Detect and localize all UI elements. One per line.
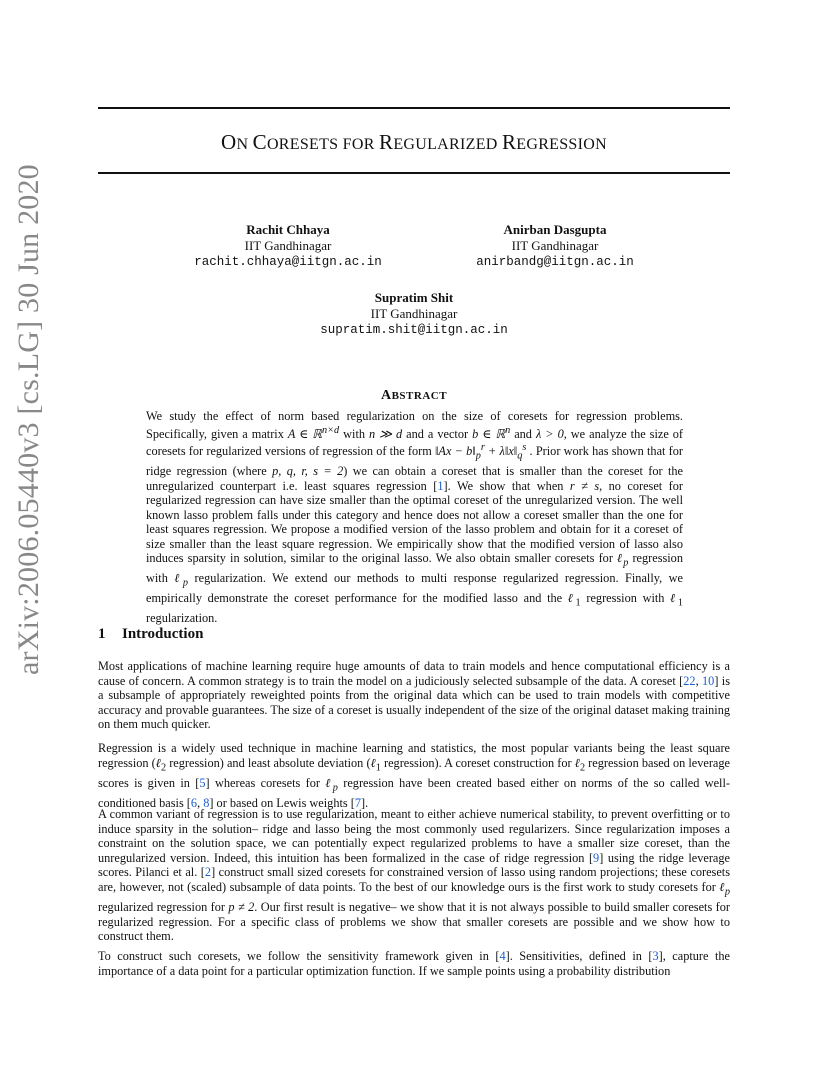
- citation-link[interactable]: 3: [652, 949, 659, 963]
- author-email[interactable]: anirbandg@iitgn.ac.in: [476, 255, 634, 269]
- author-affiliation: IIT Gandhinagar: [370, 306, 458, 321]
- author-name: Rachit Chhaya: [246, 222, 330, 237]
- intro-paragraph-4: To construct such coresets, we follow the sensitivity framework given in [4]. Sensitivities, defined in [3], capture the importance of a data point for a particular optimization function. If we sample points using a probability distribution: [98, 949, 730, 978]
- section-heading-introduction: [98, 626, 203, 643]
- citation-link[interactable]: 8: [203, 795, 210, 810]
- title-rule-top: [98, 107, 730, 109]
- section-title: Introduction: [122, 626, 204, 642]
- citation-link[interactable]: 1: [437, 478, 444, 493]
- intro-paragraph-3: A common variant of regression is to use regularization, meant to either achieve numerical stability, to prevent overfitting or to induce sparsity in the solution– ridge and lasso being the most commonly used regularizers. Since regularization imposes a constraint on the solution space, we can potentially expect regularized problems to have a smaller size coreset, than the unregularized version. Indeed, this intuition has been formalized in the case of ridge regression [9] using the ridge leverage scores. Pilanci et al. [2] construct small sized coresets for constrained version of lasso using random projections; these coresets are, however, not (scaled) subsample of data points. To the best of our knowledge ours is the first work to study coresets for ℓ$_p$ regularized regression for p ≠ 2. Our first result is negative– we show that it is not always possible to build smaller coresets for regularized regression. For a specific class of problems we show that smaller coresets are possible and we show how to construct them.: [98, 807, 731, 944]
- citation-link[interactable]: 9: [593, 850, 600, 865]
- paper-title: ON CORESETS FOR REGULARIZED REGRESSION: [221, 130, 607, 154]
- author-name: Anirban Dasgupta: [503, 222, 607, 237]
- author-affiliation: IIT Gandhinagar: [244, 238, 332, 253]
- citation-link[interactable]: 6: [190, 795, 198, 810]
- arxiv-side-stamp: arXiv:2006.05440v3 [cs.LG] 30 Jun 2020: [12, 164, 45, 675]
- author-block-1: [188, 222, 388, 270]
- author-block-3: [314, 290, 514, 338]
- title-rule-bottom: [98, 172, 730, 174]
- author-block-2: [455, 222, 655, 270]
- author-affiliation: IIT Gandhinagar: [511, 238, 599, 253]
- citation-link[interactable]: 10: [702, 673, 715, 688]
- intro-paragraph-2: Regression is a widely used technique in machine learning and statistics, the most popular variants being the least square regression (ℓ$_2$ regression) and least absolute deviation (ℓ$_1$ regression). A coreset construction for ℓ$_2$ regression based on leverage scores is given in [5] whereas coresets for ℓ$_p$ regression have been created based either on norms of the so called well-conditioned basis [6, 8] or based on Lewis weights [7].: [98, 741, 731, 810]
- author-email[interactable]: supratim.shit@iitgn.ac.in: [320, 323, 508, 337]
- author-email[interactable]: rachit.chhaya@iitgn.ac.in: [194, 255, 382, 269]
- citation-link[interactable]: 2: [204, 865, 212, 880]
- citation-link[interactable]: 5: [199, 775, 206, 790]
- citation-link[interactable]: 22: [683, 673, 696, 688]
- intro-paragraph-1: Most applications of machine learning require huge amounts of data to train models and hence computational efficiency is a cause of concern. A common strategy is to train the model on a judiciously selected subsample of the data. A coreset [22, 10] is a subsample of appropriately reweighted points from the original data which can be used to train models with competitive accuracy and provable guarantees. The size of a coreset is usually independent of the size of the original dataset making training on them much quicker.: [98, 659, 731, 732]
- section-number: 1: [98, 626, 106, 642]
- citation-link[interactable]: 4: [499, 949, 506, 963]
- abstract-heading: ABSTRACT: [380, 388, 448, 403]
- abstract-text: We study the effect of norm based regularization on the size of coresets for regression problems. Specifically, given a matrix A ∈ ℝ$^{n\times d}$ with n ≫ d and a vector b ∈ ℝ$^n$ and λ > 0, we analyze the size of coresets for regularized versions of regression of the form ‖Ax − $b‖_p^r$ + $\lambda‖x‖_q^s$ . Prior work has shown that for ridge regression (where p, q, r, s = 2) we can obtain a coreset that is smaller than the coreset for the unregularized counterpart i.e. least squares regression [1]. We show that when r ≠ s, no coreset for regularized regression can have size smaller than the optimal coreset of the unregularized version. The well known lasso problem falls under this category and hence does not allow a coreset smaller than the one for least squares regression. We propose a modified version of the lasso problem and obtain for it a coreset of size smaller than the least square regression. We empirically show that the modified version of lasso also induces sparsity in solution, similar to the original lasso. We also obtain smaller coresets for ℓ$_p$ regression with ℓ$_p$ regularization. We extend our methods to multi response regularized regression. Finally, we empirically demonstrate the coreset performance for the modified lasso and the ℓ$_1$ regression with ℓ$_1$ regularization.: [146, 409, 684, 625]
- citation-link[interactable]: 7: [354, 795, 362, 810]
- author-name: Supratim Shit: [374, 290, 454, 305]
